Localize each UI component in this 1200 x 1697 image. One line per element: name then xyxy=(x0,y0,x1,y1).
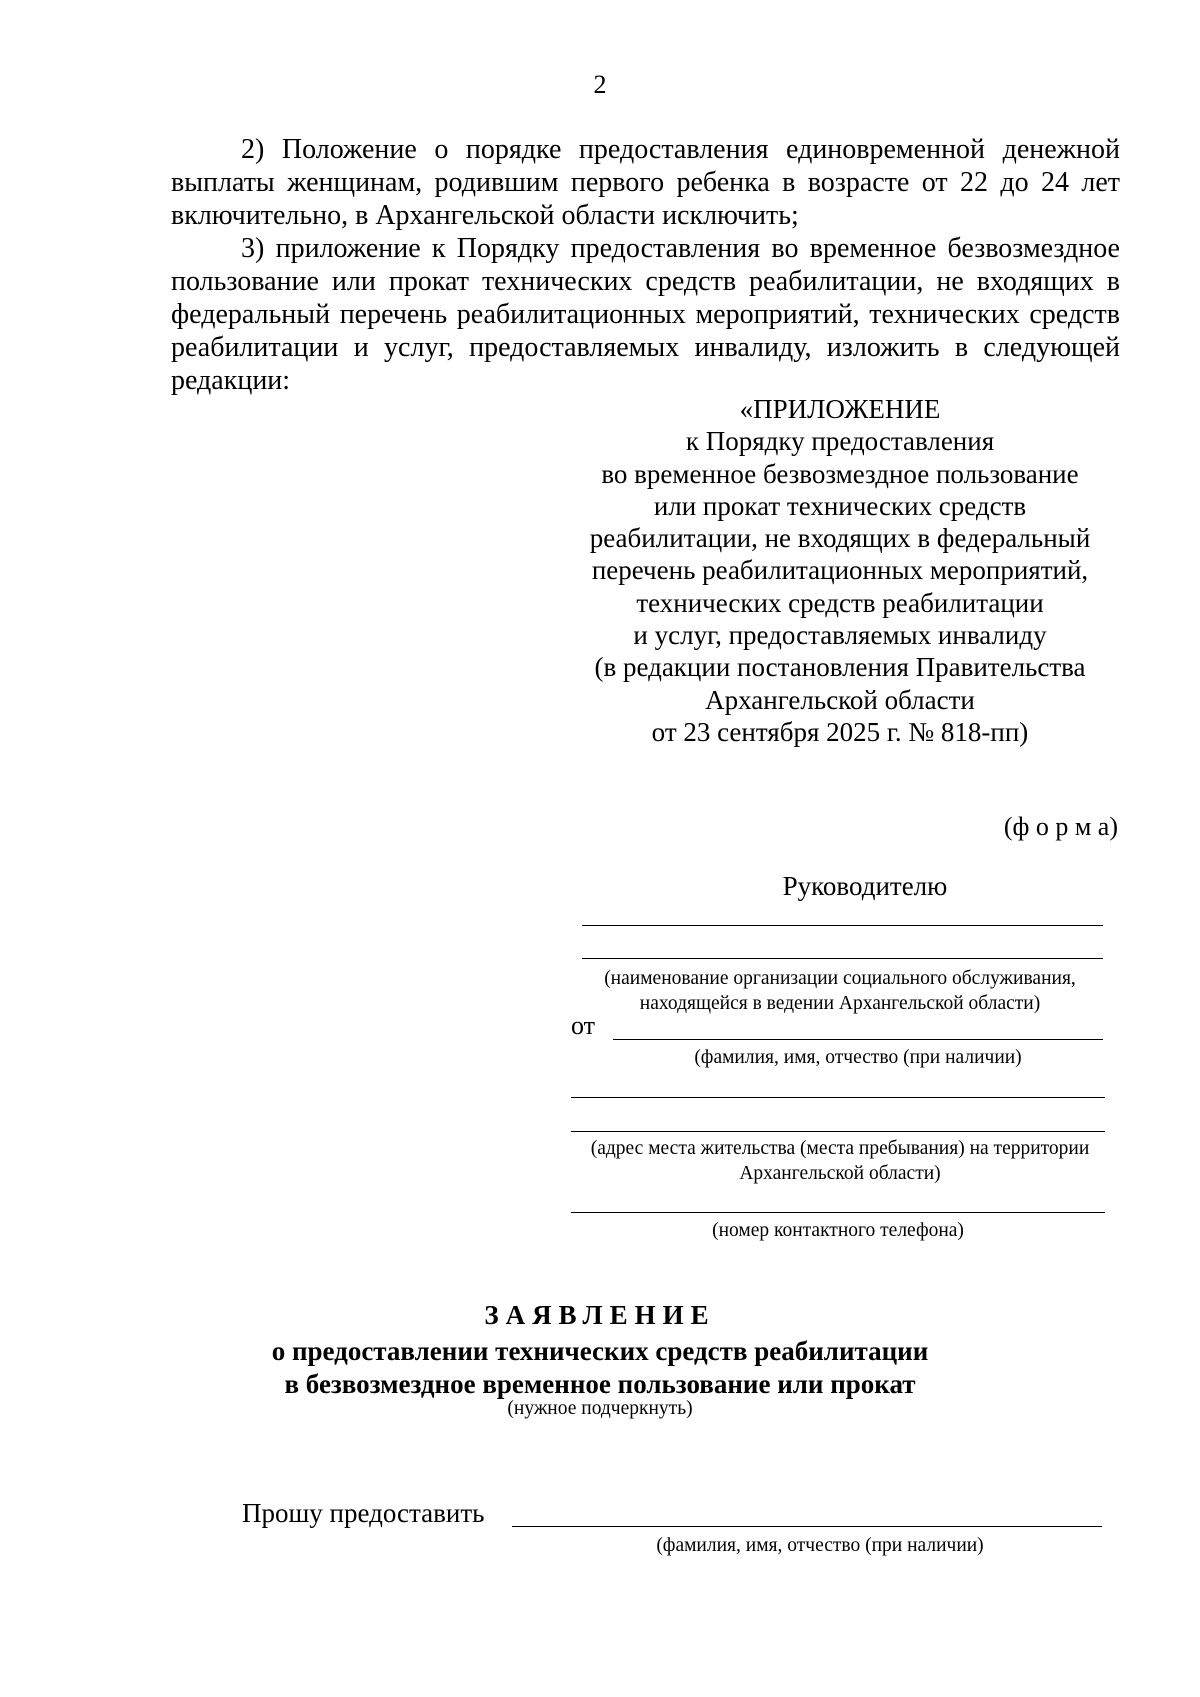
org-caption-line-2: находящейся в ведении Архангельской области) xyxy=(639,993,1041,1014)
phone-caption: (номер контактного телефона) xyxy=(712,1220,964,1241)
request-line[interactable] xyxy=(512,1526,1102,1527)
paragraph-item-3-text: 3) приложение к Порядку предоставления во временное безвозмездное пользование или прокат технических средств реабилитации, не входящих в федеральный перечень реабилитационных мероприятий, технических средств реабилитации и услуг, предоставляемых инвалиду, изложить в следующей редакции: xyxy=(171,233,1120,396)
annex-line: перечень реабилитационных мероприятий, xyxy=(591,555,1089,586)
annex-line: (в редакции постановления Правительства xyxy=(594,652,1086,683)
address-line-1[interactable] xyxy=(571,1097,1105,1098)
annex-line: Архангельской области xyxy=(705,684,975,715)
form-label: (ф о р м а) xyxy=(1003,812,1118,841)
address-caption xyxy=(560,1136,1120,1186)
annex-line: и услуг, предоставляемых инвалиду xyxy=(633,620,1047,651)
application-subtitle-line-2: в безвозмездное временное пользование или прокат xyxy=(284,1369,916,1399)
addressee-line-2[interactable] xyxy=(582,958,1103,959)
address-caption-line-2: Архангельской области) xyxy=(739,1163,941,1184)
org-caption xyxy=(560,966,1120,1016)
request-caption: (фамилия, имя, отчество (при наличии) xyxy=(656,1535,984,1556)
from-label: от xyxy=(571,1011,596,1040)
annex-line: технических средств реабилитации xyxy=(636,587,1044,618)
application-subtitle xyxy=(0,1335,1200,1401)
fio-caption: (фамилия, имя, отчество (при наличии) xyxy=(694,1047,1022,1068)
paragraph-item-2-text: 2) Положение о порядке предоставления единовременной денежной выплаты женщинам, родившим первого ребенка в возрасте от 22 до 24 лет включительно, в Архангельской области исключить; xyxy=(171,134,1120,231)
annex-line: или прокат технических средств xyxy=(653,490,1027,521)
annex-line: к Порядку предоставления xyxy=(685,426,995,457)
application-note: (нужное подчеркнуть) xyxy=(507,1398,693,1419)
application-subtitle-line-1: о предоставлении технических средств реабилитации xyxy=(271,1336,929,1366)
page-number: 2 xyxy=(593,70,607,99)
annex-line: «ПРИЛОЖЕНИЕ xyxy=(739,394,941,424)
annex-line: от 23 сентября 2025 г. № 818-пп) xyxy=(651,716,1029,747)
annex-line: реабилитации, не входящих в федеральный xyxy=(589,523,1091,554)
address-line-2[interactable] xyxy=(571,1131,1105,1132)
org-caption-line-1: (наименование организации социального обслуживания, xyxy=(604,968,1076,989)
fio-line[interactable] xyxy=(613,1039,1103,1040)
addressee-line-1[interactable] xyxy=(582,925,1103,926)
phone-line[interactable] xyxy=(571,1212,1105,1213)
request-label: Прошу предоставить xyxy=(242,1498,485,1528)
address-caption-line-1: (адрес места жительства (места пребывания) на территории xyxy=(590,1138,1090,1159)
addressee-label: Руководителю xyxy=(782,871,948,901)
paragraph-item-2 xyxy=(171,133,1120,232)
application-title: ЗАЯВЛЕНИЕ xyxy=(484,1300,716,1330)
paragraph-item-3 xyxy=(171,232,1120,397)
annex-line: во временное безвозмездное пользование xyxy=(601,458,1079,489)
annex-block xyxy=(560,393,1120,748)
